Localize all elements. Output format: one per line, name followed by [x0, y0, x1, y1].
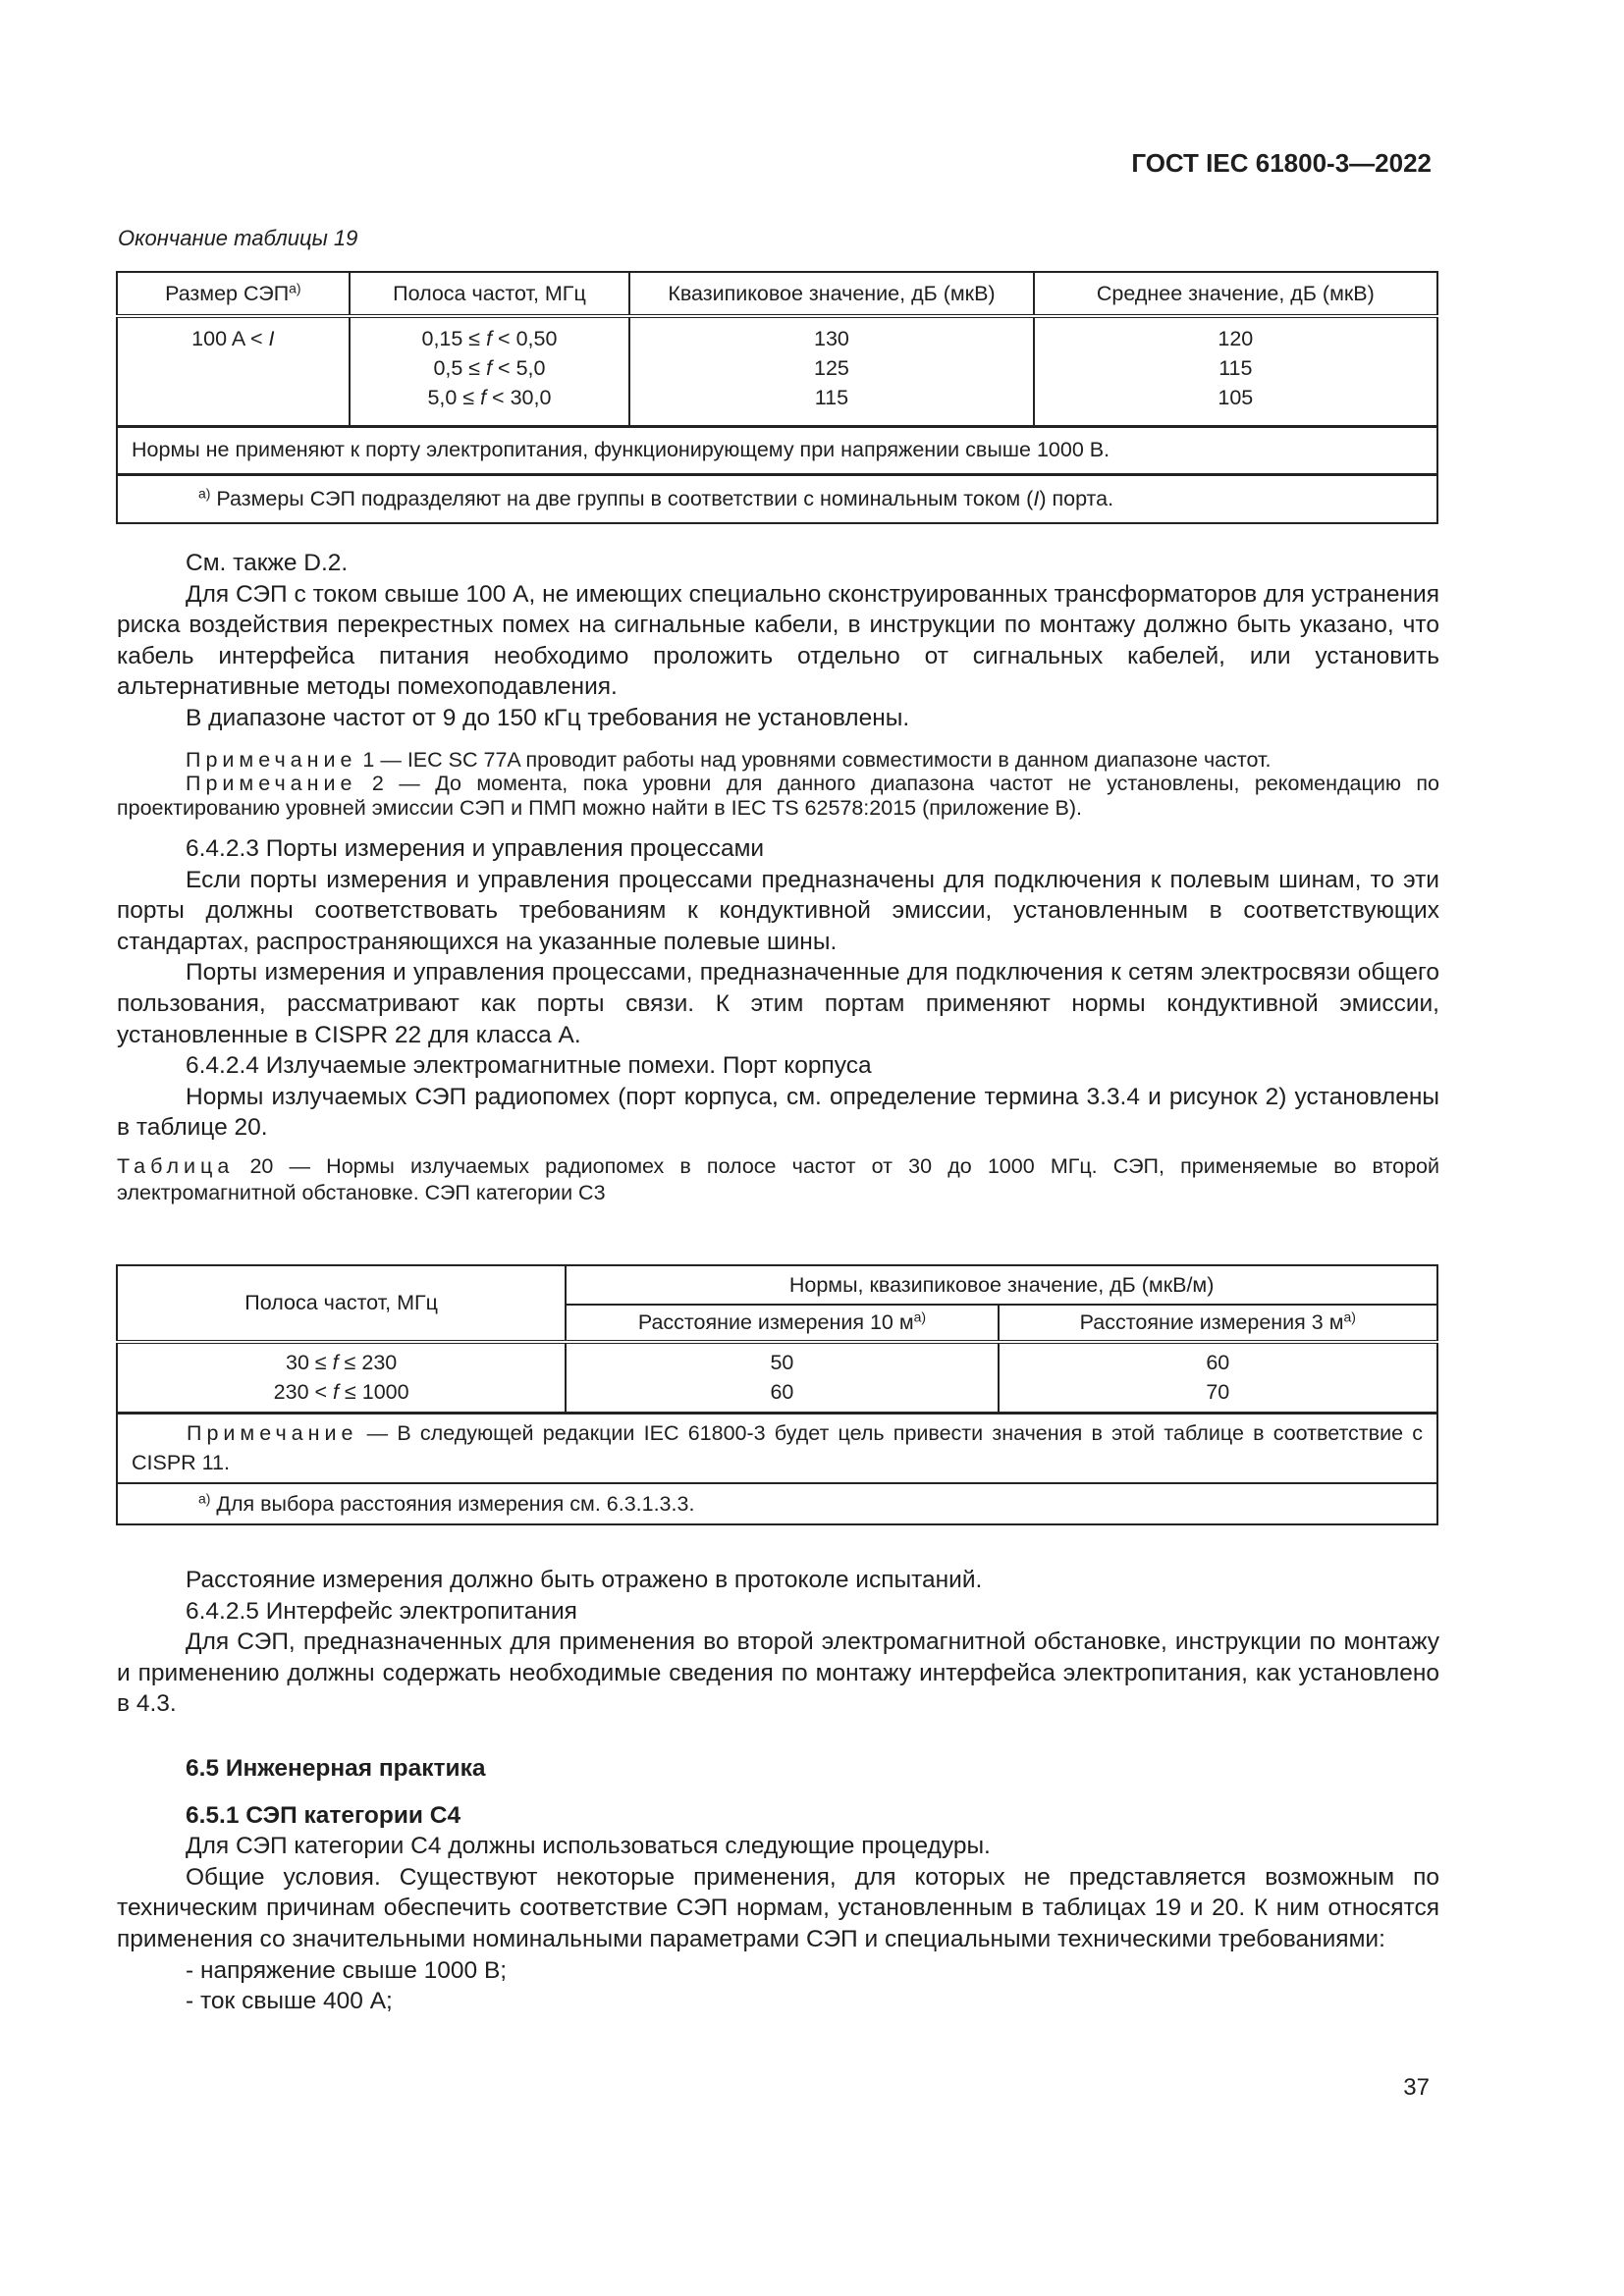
requirements-list [117, 1955, 1439, 2017]
heading-6-5-1: 6.5.1 СЭП категории С4 [186, 1801, 461, 1829]
cell-average: 120 115 105 [1034, 316, 1437, 426]
heading-6-5: 6.5 Инженерная практика [186, 1754, 486, 1782]
col-header-size: Размер $СЭП^{а)}$ [117, 272, 350, 316]
table-20 [116, 1264, 1438, 1525]
paragraph: Порты измерения и управления процессами, предназначенные для подключения к сетям электросвязи общего пользования, рассматривают как порты связи. К этим портам применяют нормы кондуктивной эмиссии, установленные в CISPR 22 для класса А. [117, 959, 1439, 1048]
table-19 [116, 271, 1438, 524]
heading-6-4-2-4: 6.4.2.4 Излучаемые электромагнитные помехи. Порт корпуса [186, 1052, 872, 1080]
col-header-frequency: Полоса частот, МГц [117, 1265, 566, 1342]
table-row [117, 1342, 1437, 1413]
section-tables-19-notes [117, 548, 1439, 1206]
cell-frequency: 0,15 ≤ f < 0,50 0,5 ≤ f < 5,0 5,0 ≤ f < 30,0 [350, 316, 630, 426]
col-header-10m: Расстояние измерения 10 $м^{а)}$ [566, 1305, 998, 1342]
list-item: - ток свыше 400 А; [186, 1988, 393, 2015]
table19-note: Нормы не применяют к порту электропитания, функционирующему при напряжении свыше 1000 В. [117, 426, 1437, 474]
col-header-frequency: Полоса частот, МГц [350, 272, 630, 316]
paragraph: Общие условия. Существуют некоторые применения, для которых не представляется возможным по техническим причинам обеспечить соответствие СЭП нормам, установленным в таблицах 19 и 20. К ним относятся применения со значительными номинальными параметрами СЭП и специальными техническими требованиями: [117, 1863, 1439, 1952]
cell-quasi-peak: 130 125 115 [629, 316, 1033, 426]
note-1: Примечание 1 — IEC SC 77A проводит работы над уровнями совместимости в данном диапазоне частот. [186, 747, 1272, 772]
cell-frequency: 30 ≤ f ≤ 230 230 < f ≤ 1000 [117, 1342, 566, 1413]
col-header-quasi-peak: Квазипиковое значение, дБ (мкВ) [629, 272, 1033, 316]
section-6-4-2-5-and-6-5 [117, 1565, 1439, 2017]
col-header-norms: Нормы, квазипиковое значение, дБ (мкВ/м) [566, 1265, 1437, 1305]
table20-footnote: $^{а)}$ Для выбора расстояния измерения см. 6.3.1.3.3. [117, 1483, 1437, 1524]
paragraph: Если порты измерения и управления процессами предназначены для подключения к полевым шинам, то эти порты должны соответствовать требованиям к кондуктивной эмиссии, установленным в соответствующих стандартах, распространяющихся на указанные полевые шины. [117, 866, 1439, 955]
paragraph: Для СЭП, предназначенных для применения во второй электромагнитной обстановке, инструкции по монтажу и применению должны содержать необходимые сведения по монтажу интерфейса электропитания, как установлено в 4.3. [117, 1629, 1439, 1718]
col-header-average: Среднее значение, дБ (мкВ) [1034, 272, 1437, 316]
page-number: 37 [1403, 2074, 1430, 2101]
document-standard-id: ГОСТ IEC 61800-3—2022 [1131, 148, 1432, 178]
table19-caption: Окончание таблицы 19 [118, 226, 358, 250]
cell-size: 100 A < I [117, 316, 350, 426]
col-header-3m: Расстояние измерения 3 $м^{а)}$ [999, 1305, 1437, 1342]
table19-footnote: $^{а)}$ Размеры СЭП подразделяют на две группы в соответствии с номинальным током (I) порта. [117, 474, 1437, 523]
paragraph: См. также D.2. [186, 550, 349, 576]
paragraph: Расстояние измерения должно быть отражено в протоколе испытаний. [186, 1567, 983, 1593]
table20-caption: Таблица 20 — Нормы излучаемых радиопомех в полосе частот от 30 до 1000 МГц. СЭП, применяемые во второй электромагнитной обстановке. СЭП категории С3 [117, 1154, 1439, 1204]
paragraph: Для СЭП категории С4 должны использоваться следующие процедуры. [186, 1833, 991, 1860]
list-item: - напряжение свыше 1000 В; [186, 1956, 508, 1984]
paragraph: Нормы излучаемых СЭП радиопомех (порт корпуса, см. определение термина 3.3.4 и рисунок 2) установлены в таблице 20. [117, 1083, 1439, 1142]
paragraph: Для СЭП с током свыше 100 А, не имеющих специально сконструированных трансформаторов для устранения риска воздействия перекрестных помех на сигнальные кабели, в инструкции по монтажу должно быть указано, что кабель интерфейса питания необходимо проложить отдельно от сигнальных кабелей, или установить альтернативные методы помехоподавления. [117, 580, 1439, 701]
heading-6-4-2-3: 6.4.2.3 Порты измерения и управления процессами [186, 835, 765, 863]
table20-note: Примечание — В следующей редакции IEC 61800-3 будет цель привести значения в этой таблице в соответствие с CISPR 11. [117, 1413, 1437, 1483]
cell-10m: 50 60 [566, 1342, 998, 1413]
table-row [117, 316, 1437, 426]
heading-6-4-2-5: 6.4.2.5 Интерфейс электропитания [186, 1597, 577, 1625]
cell-3m: 60 70 [999, 1342, 1437, 1413]
note-2: Примечание 2 — До момента, пока уровни для данного диапазона частот не установлены, рекомендацию по проектированию уровней эмиссии СЭП и ПМП можно найти в IEC TS 62578:2015 (приложение В). [117, 772, 1439, 820]
paragraph: В диапазоне частот от 9 до 150 кГц требования не установлены. [186, 704, 910, 731]
